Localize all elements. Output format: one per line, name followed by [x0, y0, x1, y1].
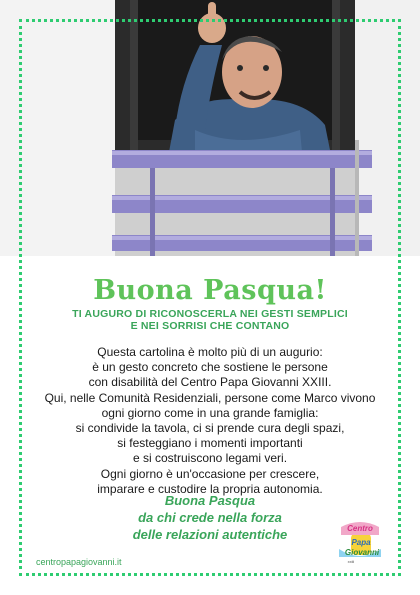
body-line: si festeggiano i momenti importanti: [117, 436, 303, 451]
body-line: Questa cartolina è molto più di un augurio:: [97, 345, 323, 359]
logo-word-1: Centro: [347, 524, 373, 533]
body-line: e si costruiscono legami veri.: [132, 451, 288, 466]
balcony-photo-illustration: [0, 0, 420, 256]
website-link[interactable]: centropapagiovanni.it: [36, 557, 122, 567]
logo-word-3: Giovanni: [344, 548, 380, 557]
body-line: con disabilità del Centro Papa Giovanni XXIII.: [88, 375, 332, 390]
logo-word-2: Papa: [351, 538, 371, 547]
greeting-headline: Buona Pasqua!: [93, 275, 327, 306]
subtitle-line: E NEI SORRISI CHE CONTANO: [130, 320, 290, 332]
body-line: ogni giorno come in una grande famiglia:: [101, 405, 319, 420]
greeting-subtitle: [0, 308, 420, 332]
closing-line: delle relazioni autentiche: [132, 527, 288, 542]
body-line: Qui, nelle Comunità Residenziali, persone come Marco vivono: [44, 390, 376, 405]
photo-man-on-balcony: [0, 0, 420, 256]
body-line: Ogni giorno è un'occasione per crescere,: [100, 466, 320, 481]
message-body: [0, 345, 420, 497]
closing-line: da chi crede nella forza: [138, 510, 282, 525]
body-line: si condivide la tavola, ci si prende cura degli spazi,: [75, 421, 345, 436]
body-line: imparare e custodire la propria autonomia.: [97, 481, 323, 496]
subtitle-line: TI AUGURO DI RICONOSCERLA NEI GESTI SEMPLICI: [72, 308, 348, 320]
closing-line: Buona Pasqua: [164, 493, 256, 508]
logo-small-text: xxiii: [347, 559, 355, 564]
body-line: è un gesto concreto che sostiene le persone: [92, 360, 328, 375]
centro-papa-giovanni-logo: [335, 519, 385, 567]
